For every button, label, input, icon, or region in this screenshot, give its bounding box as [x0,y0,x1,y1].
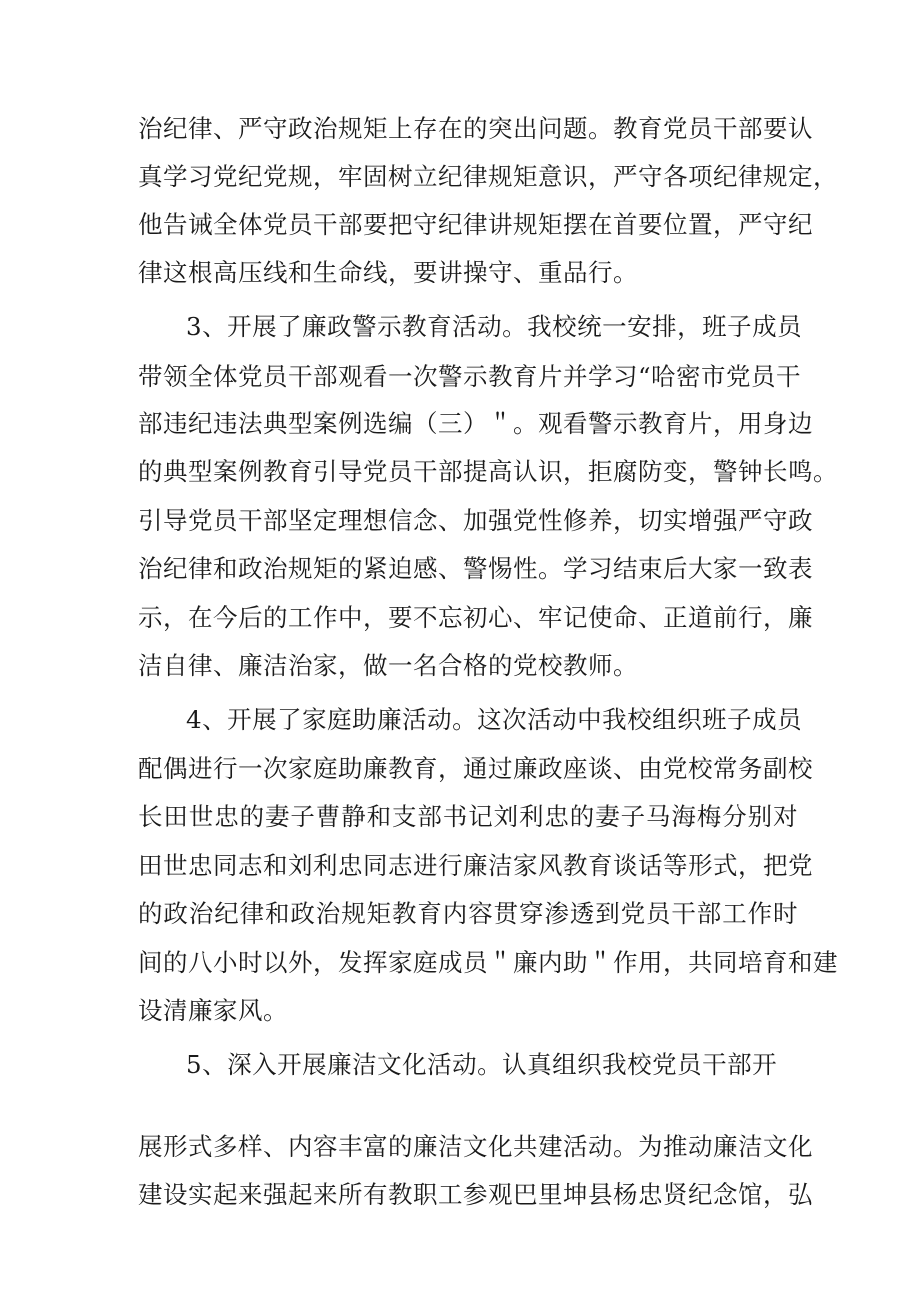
text-line: 的典型案例教育引导党员干部提高认识，拒腐防变，警钟长鸣。 [138,457,838,486]
text-line: 治纪律、严守政治规矩上存在的突出问题。教育党员干部要认 [138,114,813,143]
text-line: 建设实起来强起来所有教职工参观巴里坤县杨忠贤纪念馆，弘 [138,1180,813,1209]
text-line: 配偶进行一次家庭助廉教育，通过廉政座谈、由党校常务副校 [138,754,813,783]
text-line: 的政治纪律和政治规矩教育内容贯穿渗透到党员干部工作时 [138,899,798,928]
text-line: 间的八小时以外，发挥家庭成员＂廉内助＂作用，共同培育和建 [138,948,838,977]
text-line: 他告诫全体党员干部要把守纪律讲规矩摆在首要位置，严守纪 [138,210,813,239]
item-4-heading-line: 4、开展了家庭助廉活动。这次活动中我校组织班子成员 [186,705,803,734]
text-line: 长田世忠的妻子曹静和支部书记刘利忠的妻子马海梅分别对 [138,802,798,831]
text-line: 部违纪违法典型案例选编（三）＂。观看警示教育片，用身边 [138,409,813,438]
text-line: 田世忠同志和刘利忠同志进行廉洁家风教育谈话等形式，把党 [138,851,813,880]
text-line: 示，在今后的工作中，要不忘初心、牢记使命、正道前行，廉 [138,603,813,632]
text-line: 展形式多样、内容丰富的廉洁文化共建活动。为推动廉洁文化 [138,1132,813,1161]
text-line: 引导党员干部坚定理想信念、加强党性修养，切实增强严守政 [138,506,813,535]
item-5-heading-line: 5、深入开展廉洁文化活动。认真组织我校党员干部开 [186,1050,778,1079]
text-line: 洁自律、廉洁治家，做一名合格的党校教师。 [138,651,638,680]
text-line: 带领全体党员干部观看一次警示教育片并学习“哈密市党员干 [138,362,802,391]
text-line: 治纪律和政治规矩的紧迫感、警惕性。学习结束后大家一致表 [138,554,813,583]
text-line: 真学习党纪党规，牢固树立纪律规矩意识，严守各项纪律规定， [138,162,838,191]
text-line: 设清廉家风。 [138,996,288,1025]
item-3-heading-line: 3、开展了廉政警示教育活动。我校统一安排，班子成员 [186,312,803,341]
text-line: 律这根高压线和生命线，要讲操守、重品行。 [138,258,638,287]
